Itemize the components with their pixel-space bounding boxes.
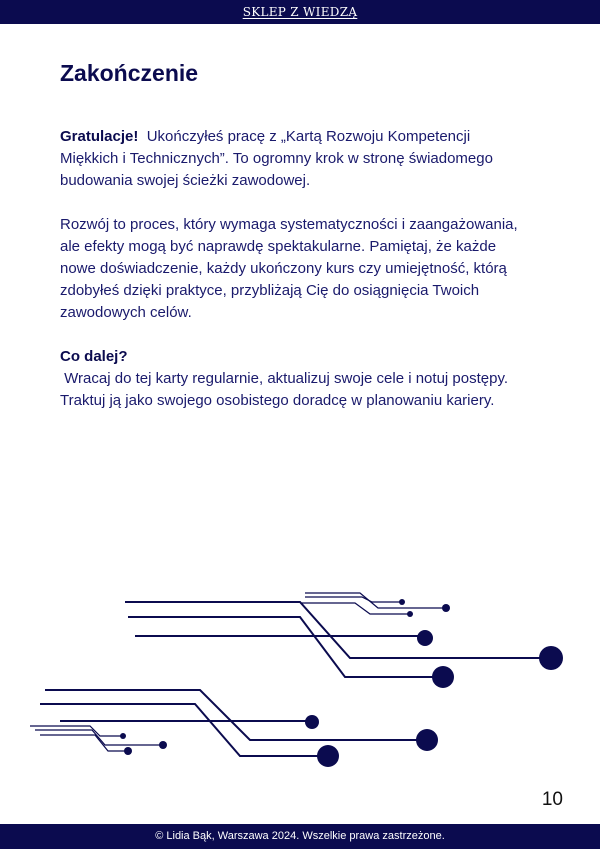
p1-line2: Miękkich i Technicznych”. To ogromny krok w stronę świadomego — [60, 150, 493, 167]
p2-line2: ale efekty mogą być naprawdę spektakularne. Pamiętaj, że każde — [60, 238, 497, 255]
paragraph-congratulations — [60, 126, 550, 192]
circuit-node — [305, 715, 319, 729]
circuit-node — [407, 611, 413, 617]
p2-line5: zawodowych celów. — [60, 304, 192, 321]
circuit-line — [128, 617, 443, 677]
p3-line1: Wracaj do tej karty regularnie, aktualizuj swoje cele i notuj postępy. — [64, 370, 509, 387]
footer-bar — [0, 824, 600, 849]
page-number: 10 — [541, 789, 563, 810]
circuit-line — [305, 593, 446, 608]
paragraph-next-steps — [60, 346, 550, 412]
circuit-line — [305, 597, 402, 602]
paragraph-development — [60, 214, 550, 324]
circuit-node — [317, 745, 339, 767]
page-title: Zakończenie — [60, 60, 199, 86]
p3-line2: Traktuj ją jako swojego osobistego doradcę w planowaniu kariery. — [60, 392, 495, 409]
p2-line4: zdobyłeś dzięki praktyce, przybliżają Cię do osiągnięcia Twoich — [60, 282, 480, 299]
p1-line1: Ukończyłeś pracę z „Kartą Rozwoju Kompetencji — [146, 128, 471, 145]
circuit-node — [120, 733, 126, 739]
footer-copyright: © Lidia Bąk, Warszawa 2024. Wszelkie prawa zastrzeżone. — [155, 830, 445, 842]
circuit-node — [442, 604, 450, 612]
circuit-node — [416, 729, 438, 751]
header-title: SKLEP Z WIEDZĄ — [242, 5, 358, 19]
p2-line3: nowe doświadczenie, każdy ukończony kurs czy umiejętność, którą — [60, 260, 507, 277]
circuit-decoration — [0, 580, 600, 780]
congratulations-label: Gratulacje! — [60, 128, 139, 145]
circuit-line — [40, 735, 128, 751]
circuit-line — [35, 730, 163, 745]
circuit-node — [399, 599, 405, 605]
next-steps-heading: Co dalej? — [60, 348, 128, 365]
circuit-line — [125, 602, 550, 658]
header-bar — [0, 0, 600, 24]
circuit-node — [539, 646, 563, 670]
p1-line3: budowania swojej ścieżki zawodowej. — [60, 172, 311, 189]
circuit-node — [432, 666, 454, 688]
circuit-node — [417, 630, 433, 646]
circuit-node — [124, 747, 132, 755]
circuit-line — [45, 690, 427, 740]
circuit-node — [159, 741, 167, 749]
p2-line1: Rozwój to proces, który wymaga systematyczności i zaangażowania, — [60, 216, 518, 233]
